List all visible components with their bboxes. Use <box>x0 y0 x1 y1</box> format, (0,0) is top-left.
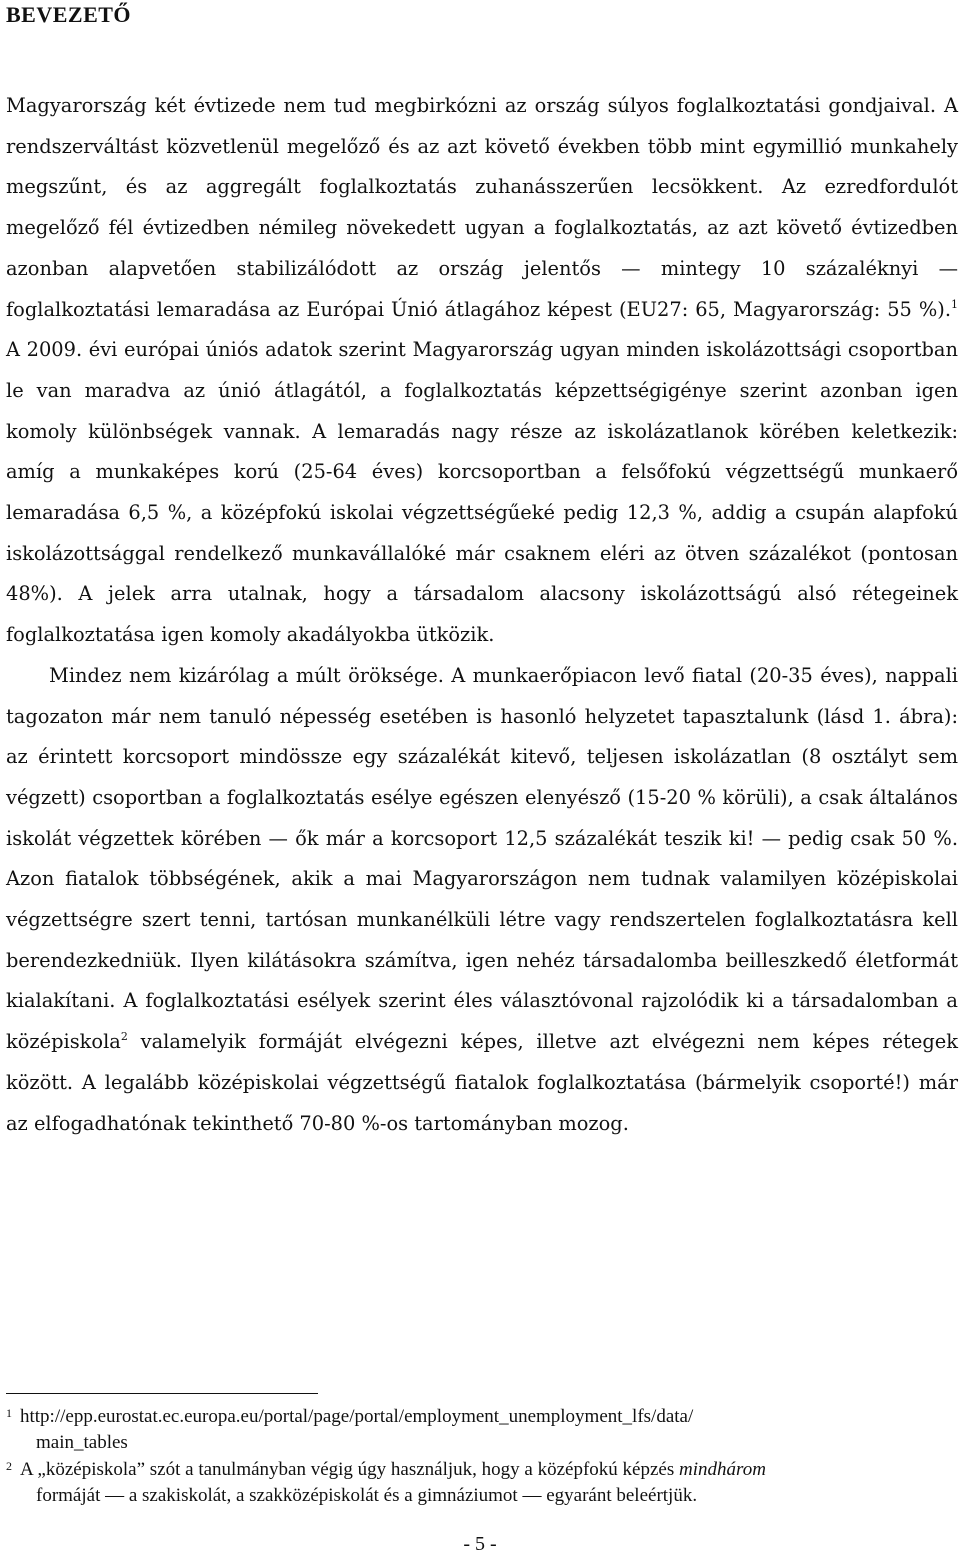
paragraph-1 <box>6 86 958 656</box>
paragraph-2-text-b: valamelyik formáját elvégezni képes, illetve azt elvégezni nem képes rétegek között. A legalább középiskolai végzettségű fiatalok foglalkoztatása (bármelyik csoporté!) már az elfogadhatónak tekinthető 70-80 %-os tartományban mozog. <box>6 1030 958 1135</box>
section-heading: BEVEZETŐ <box>6 2 132 27</box>
paragraph-1-text-b: A 2009. évi európai úniós adatok szerint Magyarország ugyan minden iskolázottsági csoportban le van maradva az únió átlagától, a foglalkoztatás képzettségigénye szerint azonban igen komoly különbségek vannak. A lemaradás nagy része az iskolázatlanok körében keletkezik: amíg a munkaképes korú (25-64 éves) korcsoportban a felsőfokú végzettségű munkaerő lemaradása 6,5 %, a középfokú iskolai végzettségűeké pedig 12,3 %, addig a csupán alapfokú iskolázottsággal rendelkező munkavállalóké már csaknem eléri az ötven százalékot (pontosan 48%). A jelek arra utalnak, hogy a társadalom alacsony iskolázottságú alsó rétegeinek foglalkoztatása igen komoly akadályokba ütközik. <box>6 338 958 647</box>
paragraph-2 <box>6 656 958 1144</box>
footnote-2-text-b: formáját — a szakiskolát, a szakközépiskolát és a gimnáziumot — egyaránt beleértjük. <box>36 1485 698 1506</box>
body-text <box>6 86 958 1144</box>
footnote-1-link-continuation[interactable]: main_tables <box>36 1432 128 1453</box>
paragraph-1-text-a: Magyarország két évtizede nem tud megbirkózni az ország súlyos foglalkoztatási gondjaival. A rendszerváltást közvetlenül megelőző és az azt követő években több mint egymillió munkahely megszűnt, és az aggregált foglalkoztatás zuhanásszerűen lecsökkent. Az ezredfordulót megelőző fél évtizedben némileg növekedett ugyan a foglalkoztatás, az azt követő évtizedben azonban alapvetően stabilizálódott az ország jelentős — mintegy 10 százaléknyi — foglalkoztatási lemaradása az Európai Únió átlagához képest (EU27: 65, Magyarország: 55 %). <box>6 94 958 321</box>
footnote-2: 2 A „középiskola” szót a tanulmányban végig úgy használjuk, hogy a középfokú képzés mindhárom formáját — a szakiskolát, a szakközépiskolát és a gimnáziumot — egyaránt beleértjük. <box>6 1457 946 1509</box>
footnote-2-emphasis: mindhárom <box>679 1459 766 1480</box>
paragraph-2-text-a: Mindez nem kizárólag a múlt öröksége. A munkaerőpiacon levő fiatal (20-35 éves), nappali tagozaton már nem tanuló népesség esetében is hasonló helyzetet tapasztalunk (lásd 1. ábra): az érintett korcsoport mindössze egy százalékát kitevő, teljesen iskolázatlan (8 osztályt sem végzett) csoportban a foglalkoztatás esélye egészen elenyésző (15-20 % körüli), a csak általános iskolát végzettek körében — ők már a korcsoport 12,5 százalékát teszik ki! — pedig csak 50 %. Azon fiatalok többségének, akik a mai Magyarországon nem tudnak valamilyen középiskolai végzettségre szert tenni, tartósan munkanélküli létre vagy rendszertelen foglalkoztatásra kell berendezkedniük. Ilyen kilátásokra számítva, igen nehéz társadalomba beilleszkedő életformát kialakítani. A foglalkoztatási esélyek szerint éles választóvonal rajzolódik ki a társadalomban a középiskola <box>6 663 958 1054</box>
footnote-ref-2[interactable]: 2 <box>120 1030 128 1044</box>
footnote-separator <box>6 1393 318 1394</box>
footnote-ref-1[interactable]: 1 <box>951 297 958 311</box>
footnote-1: 1 http://epp.eurostat.ec.europa.eu/portal/page/portal/employment_unemployment_lfs/data/ main_tables <box>6 1404 946 1456</box>
footnote-2-text-a: A „középiskola” szót a tanulmányban végig úgy használjuk, hogy a középfokú képzés <box>20 1459 679 1480</box>
page-number: - 5 - <box>463 1533 497 1555</box>
footnote-1-link[interactable]: http://epp.eurostat.ec.europa.eu/portal/page/portal/employment_unemployment_lfs/data/ <box>20 1406 694 1427</box>
